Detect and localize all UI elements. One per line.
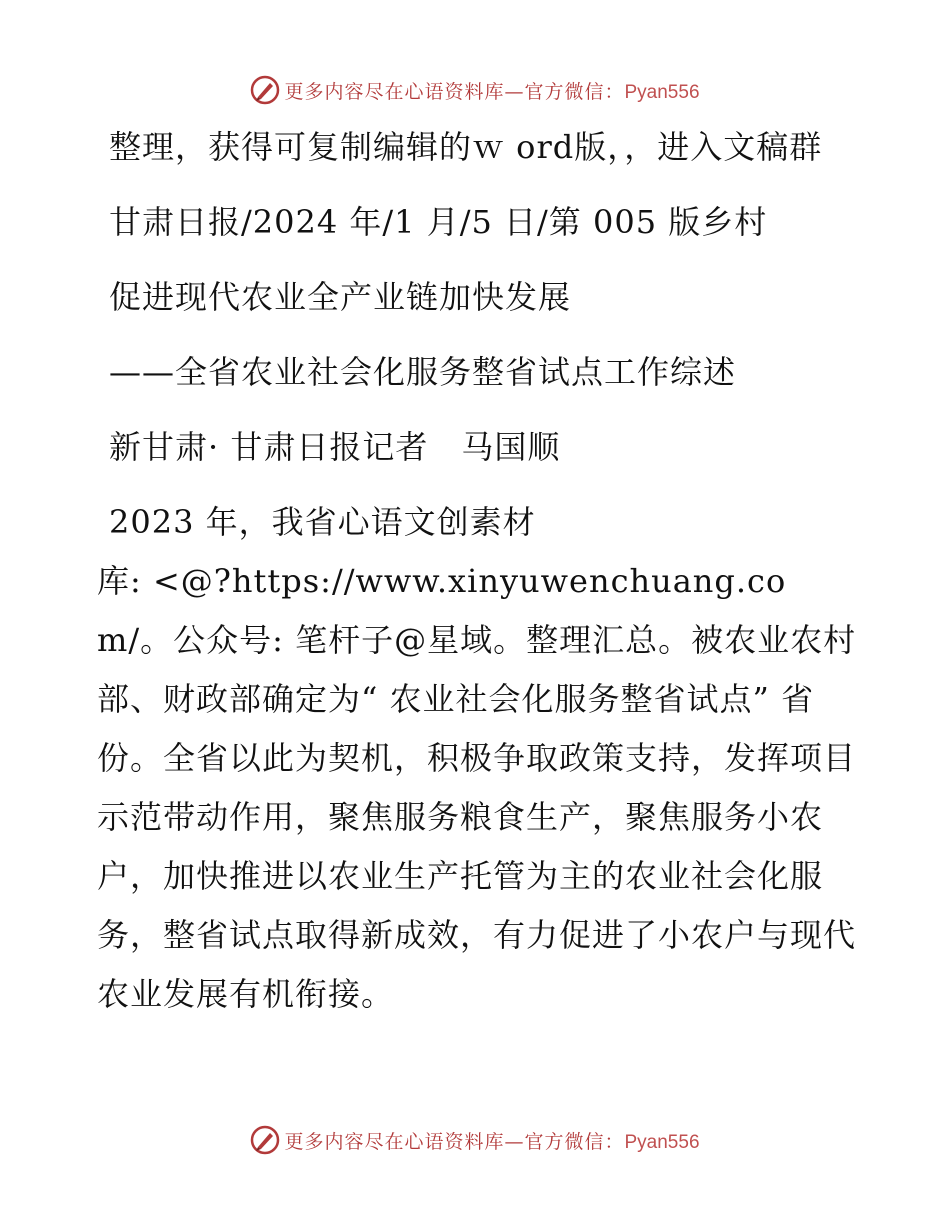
banner-label: 更多内容尽在心语资料库—官方微信： <box>284 1130 625 1153</box>
footer-watermark-banner <box>0 1120 950 1160</box>
byline: 新甘肃· 甘肃日报记者 马国顺 <box>109 428 561 466</box>
document-body <box>97 118 857 1024</box>
body-start: 2023 年，我省心语文创素材 <box>109 503 536 541</box>
banner-text <box>284 1127 699 1154</box>
intro-paragraph: 整理，获得可复制编辑的ｗ ord版，，进入文稿群 <box>109 128 823 166</box>
source-line: 甘肃日报/2024 年/1 月/5 日/第 005 版乡村 <box>109 203 768 241</box>
pen-logo-icon <box>250 75 280 105</box>
banner-account: Pyan556 <box>624 81 700 103</box>
body-paragraph: 库: <@?https://www.xinyuwenchuang.com/。公众号: 笔杆子@星域。整理汇总。被农业农村部、财政部确定为“ 农业社会化服务整省试点” 省份。全省以此为契机，积极争取政策支持，发挥项目示范带动作用，聚焦服务粮食生产，聚焦服务小农户，加快推进以农业生产托管为主的农业社会化服务，整省试点取得新成效，有力促进了小农户与现代农业发展有机衔接。 <box>97 562 857 1013</box>
article-subtitle: ——全省农业社会化服务整省试点工作综述 <box>109 353 737 391</box>
pen-logo-icon <box>250 1125 280 1155</box>
article-title: 促进现代农业全产业链加快发展 <box>109 278 572 316</box>
header-watermark-banner <box>0 70 950 110</box>
banner-account: Pyan556 <box>624 1131 700 1153</box>
banner-label: 更多内容尽在心语资料库—官方微信： <box>284 80 625 103</box>
banner-text <box>284 77 699 104</box>
